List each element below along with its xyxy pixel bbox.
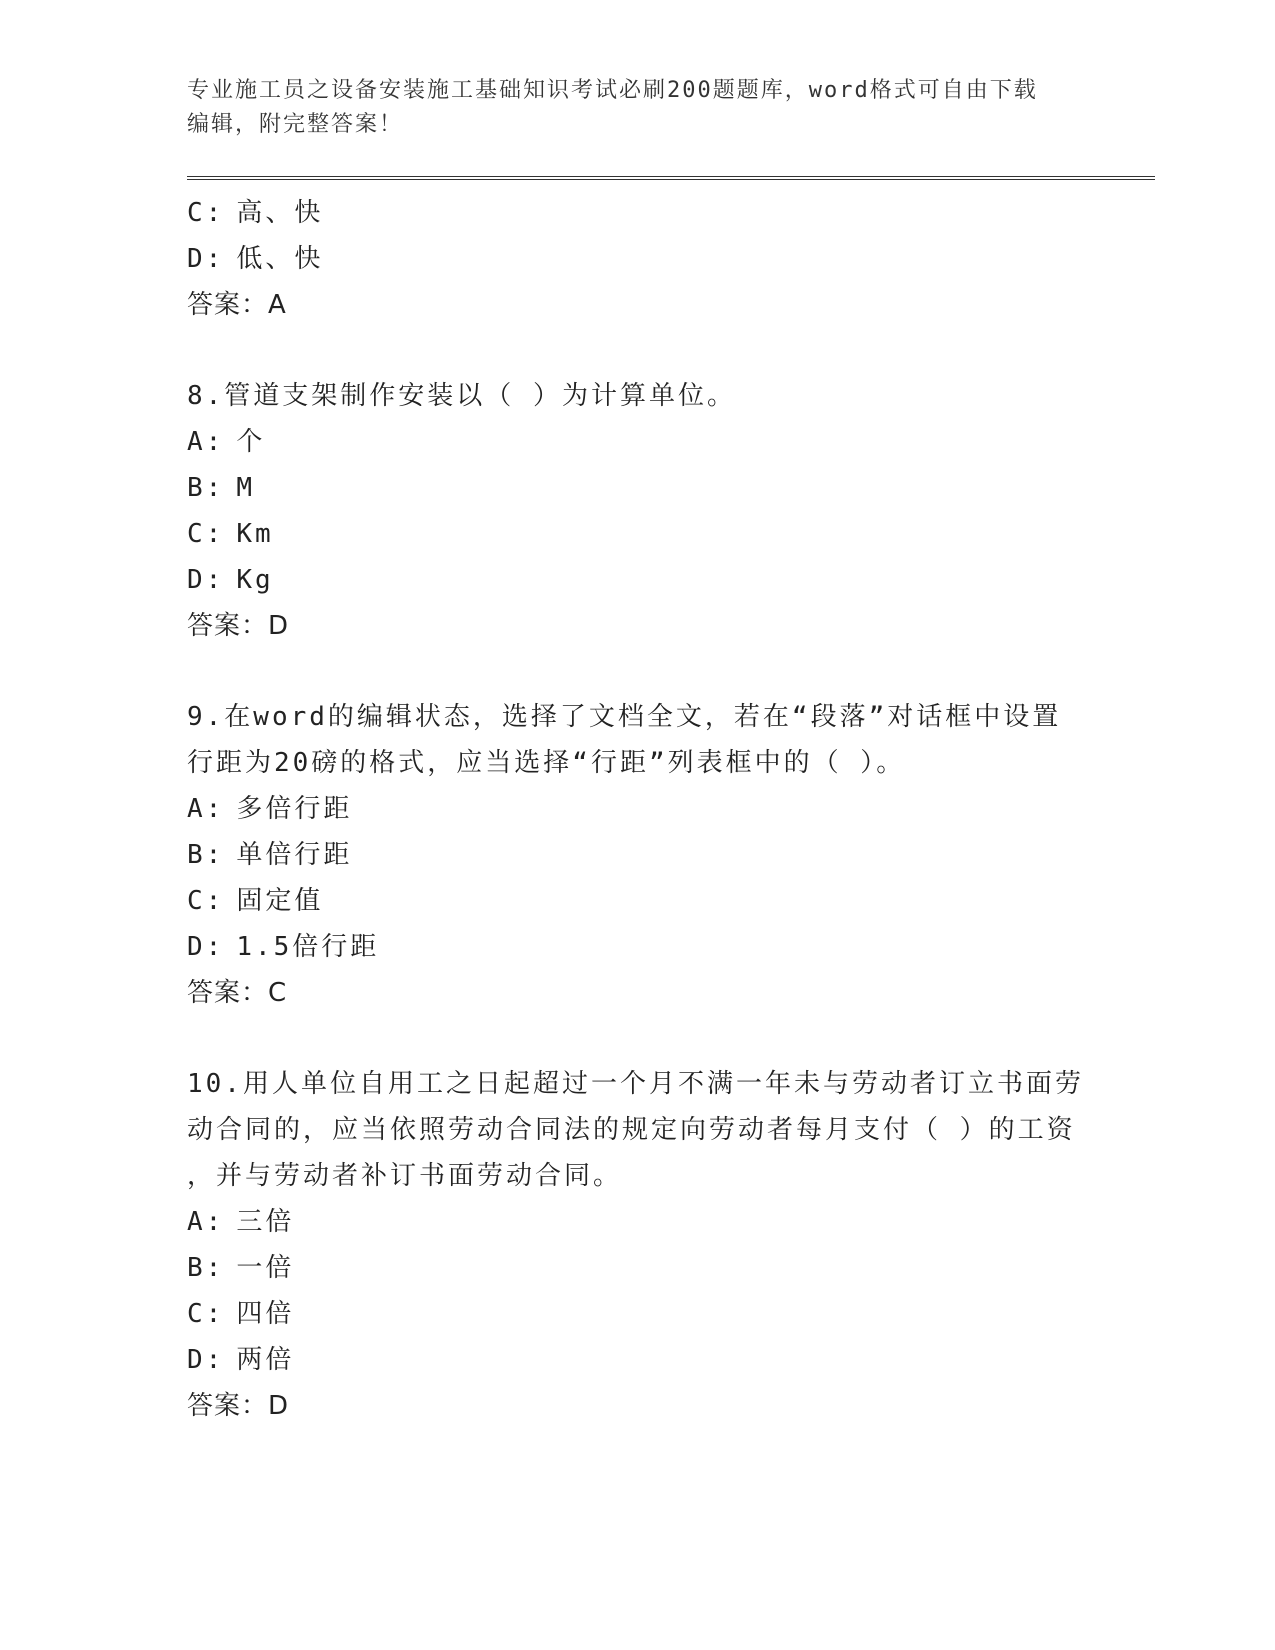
option-b: B: 单倍行距 [187,840,353,870]
option-b: B: 一倍 [187,1253,295,1283]
question-stem: 10.用人单位自用工之日起超过一个月不满一年未与劳动者订立书面劳 [187,1069,1084,1099]
option-d: D: 低、快 [187,244,324,274]
answer-line: 答案：A [187,290,287,320]
question-stem: 行距为20磅的格式，应当选择“行距”列表框中的（ ）。 [187,748,906,778]
option-b: B: M [187,473,255,503]
question-stem: 动合同的，应当依照劳动合同法的规定向劳动者每月支付（ ）的工资 [187,1115,1076,1145]
option-c: C: Km [187,519,274,549]
option-d: D: 两倍 [187,1345,295,1375]
answer-line: 答案：D [187,611,290,641]
option-a: A: 多倍行距 [187,794,353,824]
option-a: A: 个 [187,427,266,457]
option-d: D: Kg [187,565,274,595]
question-stem: 8.管道支架制作安装以（ ）为计算单位。 [187,381,736,411]
option-c: C: 四倍 [187,1299,295,1329]
question-content [187,190,1087,1429]
question-stem: 9.在word的编辑状态，选择了文档全文，若在“段落”对话框中设置 [187,702,1062,732]
option-a: A: 三倍 [187,1207,295,1237]
option-c: C: 固定值 [187,886,324,916]
prev-question-tail [187,190,1087,328]
question-10 [187,1061,1087,1429]
header-divider [187,176,1155,180]
header-line-2: 编辑，附完整答案！ [187,112,404,137]
question-stem: ，并与劳动者补订书面劳动合同。 [187,1161,623,1191]
option-d: D: 1.5倍行距 [187,932,380,962]
page-header [187,74,1087,142]
question-9 [187,694,1087,1016]
header-line-1: 专业施工员之设备安装施工基础知识考试必刷200题题库，word格式可自由下载 [187,78,1038,103]
answer-line: 答案：C [187,978,288,1008]
question-8 [187,373,1087,649]
option-c: C: 高、快 [187,198,324,228]
answer-line: 答案：D [187,1391,290,1421]
